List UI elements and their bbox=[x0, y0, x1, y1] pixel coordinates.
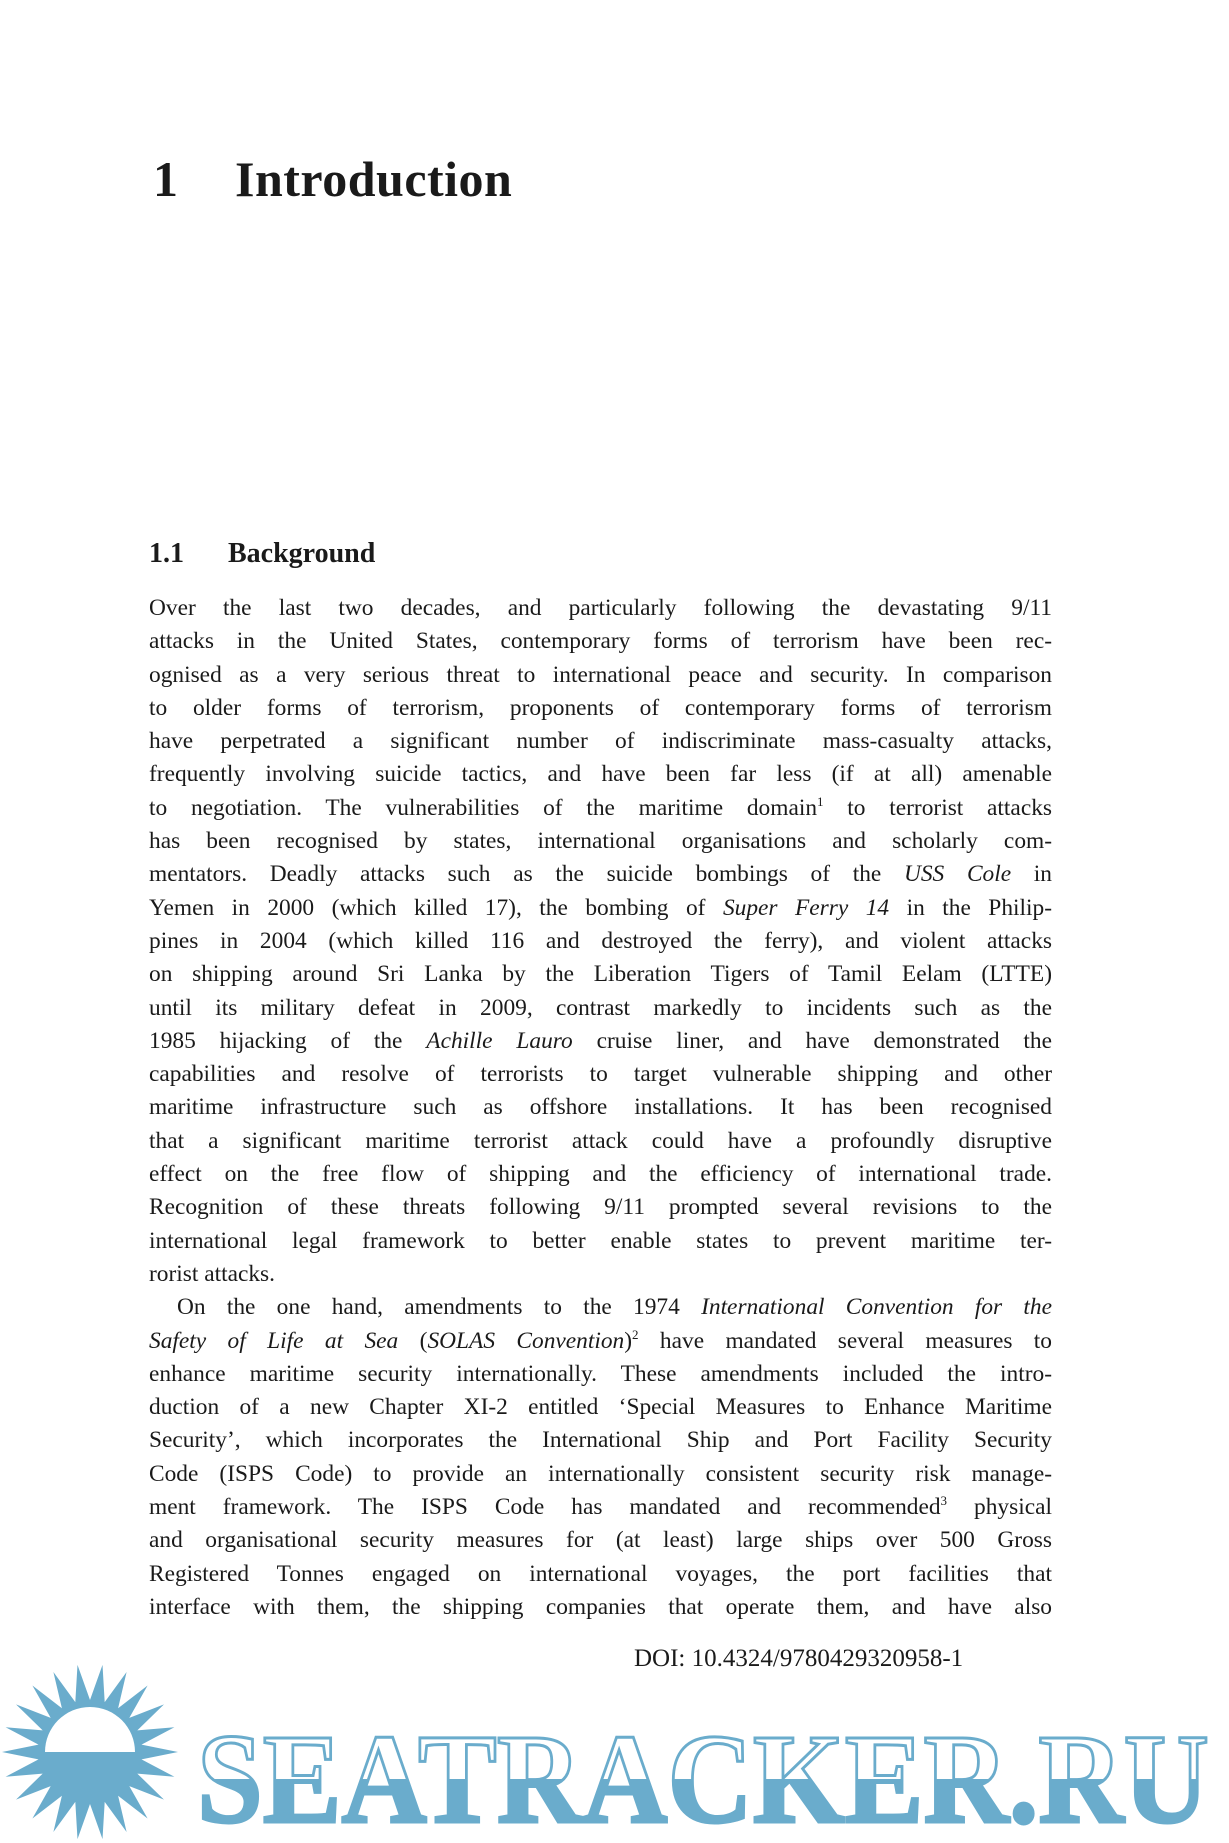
italic-text: Safety of Life at Sea bbox=[149, 1327, 399, 1354]
text-segment: ) bbox=[624, 1327, 633, 1354]
text-segment: until its military defeat in 2009, contrast markedly to incidents such as the bbox=[149, 994, 1052, 1021]
section-number: 1.1 bbox=[149, 538, 184, 569]
italic-text: SOLAS Convention bbox=[427, 1327, 625, 1354]
section-title: Background bbox=[228, 538, 376, 569]
text-line bbox=[149, 1191, 1052, 1224]
text-segment: to terrorist attacks bbox=[823, 794, 1052, 821]
text-line bbox=[149, 825, 1052, 858]
text-segment: attacks in the United States, contemporary forms of terrorism have been rec- bbox=[149, 628, 1052, 655]
text-line bbox=[149, 792, 1052, 825]
watermark-logo bbox=[0, 1650, 1229, 1843]
text-segment: to older forms of terrorism, proponents of contemporary forms of terrorism bbox=[149, 694, 1052, 721]
doi-text: DOI: 10.4324/9780429320958-1 bbox=[634, 1645, 964, 1672]
text-segment: maritime infrastructure such as offshore installations. It has been recognised bbox=[149, 1094, 1052, 1121]
chapter-title: Introduction bbox=[235, 151, 513, 207]
footnote-marker[interactable]: 2 bbox=[632, 1326, 639, 1342]
sun-icon bbox=[2, 1665, 178, 1839]
text-line bbox=[149, 892, 1052, 925]
text-line bbox=[149, 858, 1052, 891]
text-line bbox=[149, 725, 1052, 758]
text-line bbox=[149, 1058, 1052, 1091]
text-line bbox=[149, 1358, 1052, 1391]
text-segment: mentators. Deadly attacks such as the suicide bombings of the bbox=[149, 861, 904, 888]
text-line bbox=[149, 1424, 1052, 1457]
text-line bbox=[149, 1025, 1052, 1058]
text-line bbox=[149, 592, 1052, 625]
text-line bbox=[149, 1558, 1052, 1591]
text-segment: ment framework. The ISPS Code has mandated and recommended bbox=[149, 1494, 941, 1521]
text-line bbox=[149, 1458, 1052, 1491]
chapter-heading bbox=[153, 150, 512, 208]
text-line bbox=[149, 1391, 1052, 1424]
text-segment: ognised as a very serious threat to international peace and security. In comparison bbox=[149, 661, 1052, 688]
text-line bbox=[149, 692, 1052, 725]
text-segment: that a significant maritime terrorist attack could have a profoundly disruptive bbox=[149, 1127, 1052, 1154]
watermark-text: SEATRACKER.RU bbox=[197, 1708, 1209, 1843]
text-segment: to negotiation. The vulnerabilities of the maritime domain bbox=[149, 794, 818, 821]
text-line bbox=[149, 925, 1052, 958]
text-segment: capabilities and resolve of terrorists to target vulnerable shipping and other bbox=[149, 1061, 1052, 1088]
text-segment: Security’, which incorporates the International Ship and Port Facility Security bbox=[149, 1427, 1052, 1454]
text-segment: rorist attacks. bbox=[149, 1260, 276, 1287]
text-line bbox=[149, 1258, 1052, 1291]
text-segment: international legal framework to better enable states to prevent maritime ter- bbox=[149, 1227, 1052, 1254]
text-line bbox=[149, 1491, 1052, 1524]
text-segment: in the Philip- bbox=[889, 894, 1052, 921]
italic-text: USS Cole bbox=[903, 861, 1012, 888]
text-segment: have mandated several measures to bbox=[638, 1327, 1053, 1354]
text-segment: pines in 2004 (which killed 116 and destroyed the ferry), and violent attacks bbox=[149, 927, 1052, 954]
italic-text: International Convention for the bbox=[701, 1294, 1052, 1321]
text-line bbox=[149, 1524, 1052, 1557]
text-segment: has been recognised by states, international organisations and scholarly com- bbox=[149, 828, 1052, 855]
text-line bbox=[149, 1291, 1052, 1324]
text-line bbox=[149, 958, 1052, 991]
section-heading bbox=[149, 538, 375, 570]
text-segment: Yemen in 2000 (which killed 17), the bombing of bbox=[149, 894, 723, 921]
text-segment: Code (ISPS Code) to provide an internationally consistent security risk manage- bbox=[149, 1460, 1052, 1487]
text-line bbox=[149, 1158, 1052, 1191]
text-line bbox=[149, 1091, 1052, 1124]
text-segment: duction of a new Chapter XI-2 entitled ‘Special Measures to Enhance Maritime bbox=[149, 1394, 1052, 1421]
text-segment: Over the last two decades, and particularly following the devastating 9/11 bbox=[149, 595, 1052, 621]
text-segment: effect on the free flow of shipping and the efficiency of international trade. bbox=[149, 1161, 1052, 1188]
text-line bbox=[149, 992, 1052, 1025]
text-segment: enhance maritime security internationally. These amendments included the intro- bbox=[149, 1360, 1052, 1387]
text-segment: in bbox=[1011, 861, 1053, 888]
text-segment: have perpetrated a significant number of indiscriminate mass-casualty attacks, bbox=[149, 728, 1052, 755]
text-segment: interface with them, the shipping companies that operate them, and have also bbox=[149, 1593, 1052, 1620]
text-line bbox=[149, 659, 1052, 692]
text-segment: Registered Tonnes engaged on international voyages, the port facilities that bbox=[149, 1560, 1052, 1587]
text-segment: cruise liner, and have demonstrated the bbox=[572, 1027, 1052, 1054]
text-segment: frequently involving suicide tactics, and have been far less (if at all) amenable bbox=[149, 761, 1052, 788]
text-segment: ( bbox=[398, 1327, 428, 1354]
text-line bbox=[149, 1325, 1052, 1358]
body-text bbox=[149, 592, 1052, 1624]
italic-text: Achille Lauro bbox=[426, 1027, 573, 1054]
text-segment: Recognition of these threats following 9/11 prompted several revisions to the bbox=[149, 1194, 1052, 1221]
text-line bbox=[149, 1225, 1052, 1258]
footnote-marker[interactable]: 3 bbox=[940, 1493, 948, 1509]
text-segment: 1985 hijacking of the bbox=[149, 1027, 427, 1054]
text-segment: On the one hand, amendments to the 1974 bbox=[177, 1294, 702, 1321]
chapter-number: 1 bbox=[153, 151, 179, 207]
footnote-marker[interactable]: 1 bbox=[817, 793, 824, 809]
text-line bbox=[149, 758, 1052, 791]
text-line bbox=[149, 1125, 1052, 1158]
text-line bbox=[149, 1591, 1052, 1624]
italic-text: Super Ferry 14 bbox=[722, 894, 890, 921]
text-line bbox=[149, 625, 1052, 658]
text-segment: and organisational security measures for (at least) large ships over 500 Gross bbox=[149, 1527, 1052, 1554]
text-segment: on shipping around Sri Lanka by the Liberation Tigers of Tamil Eelam (LTTE) bbox=[149, 961, 1052, 988]
text-segment: physical bbox=[947, 1494, 1052, 1521]
